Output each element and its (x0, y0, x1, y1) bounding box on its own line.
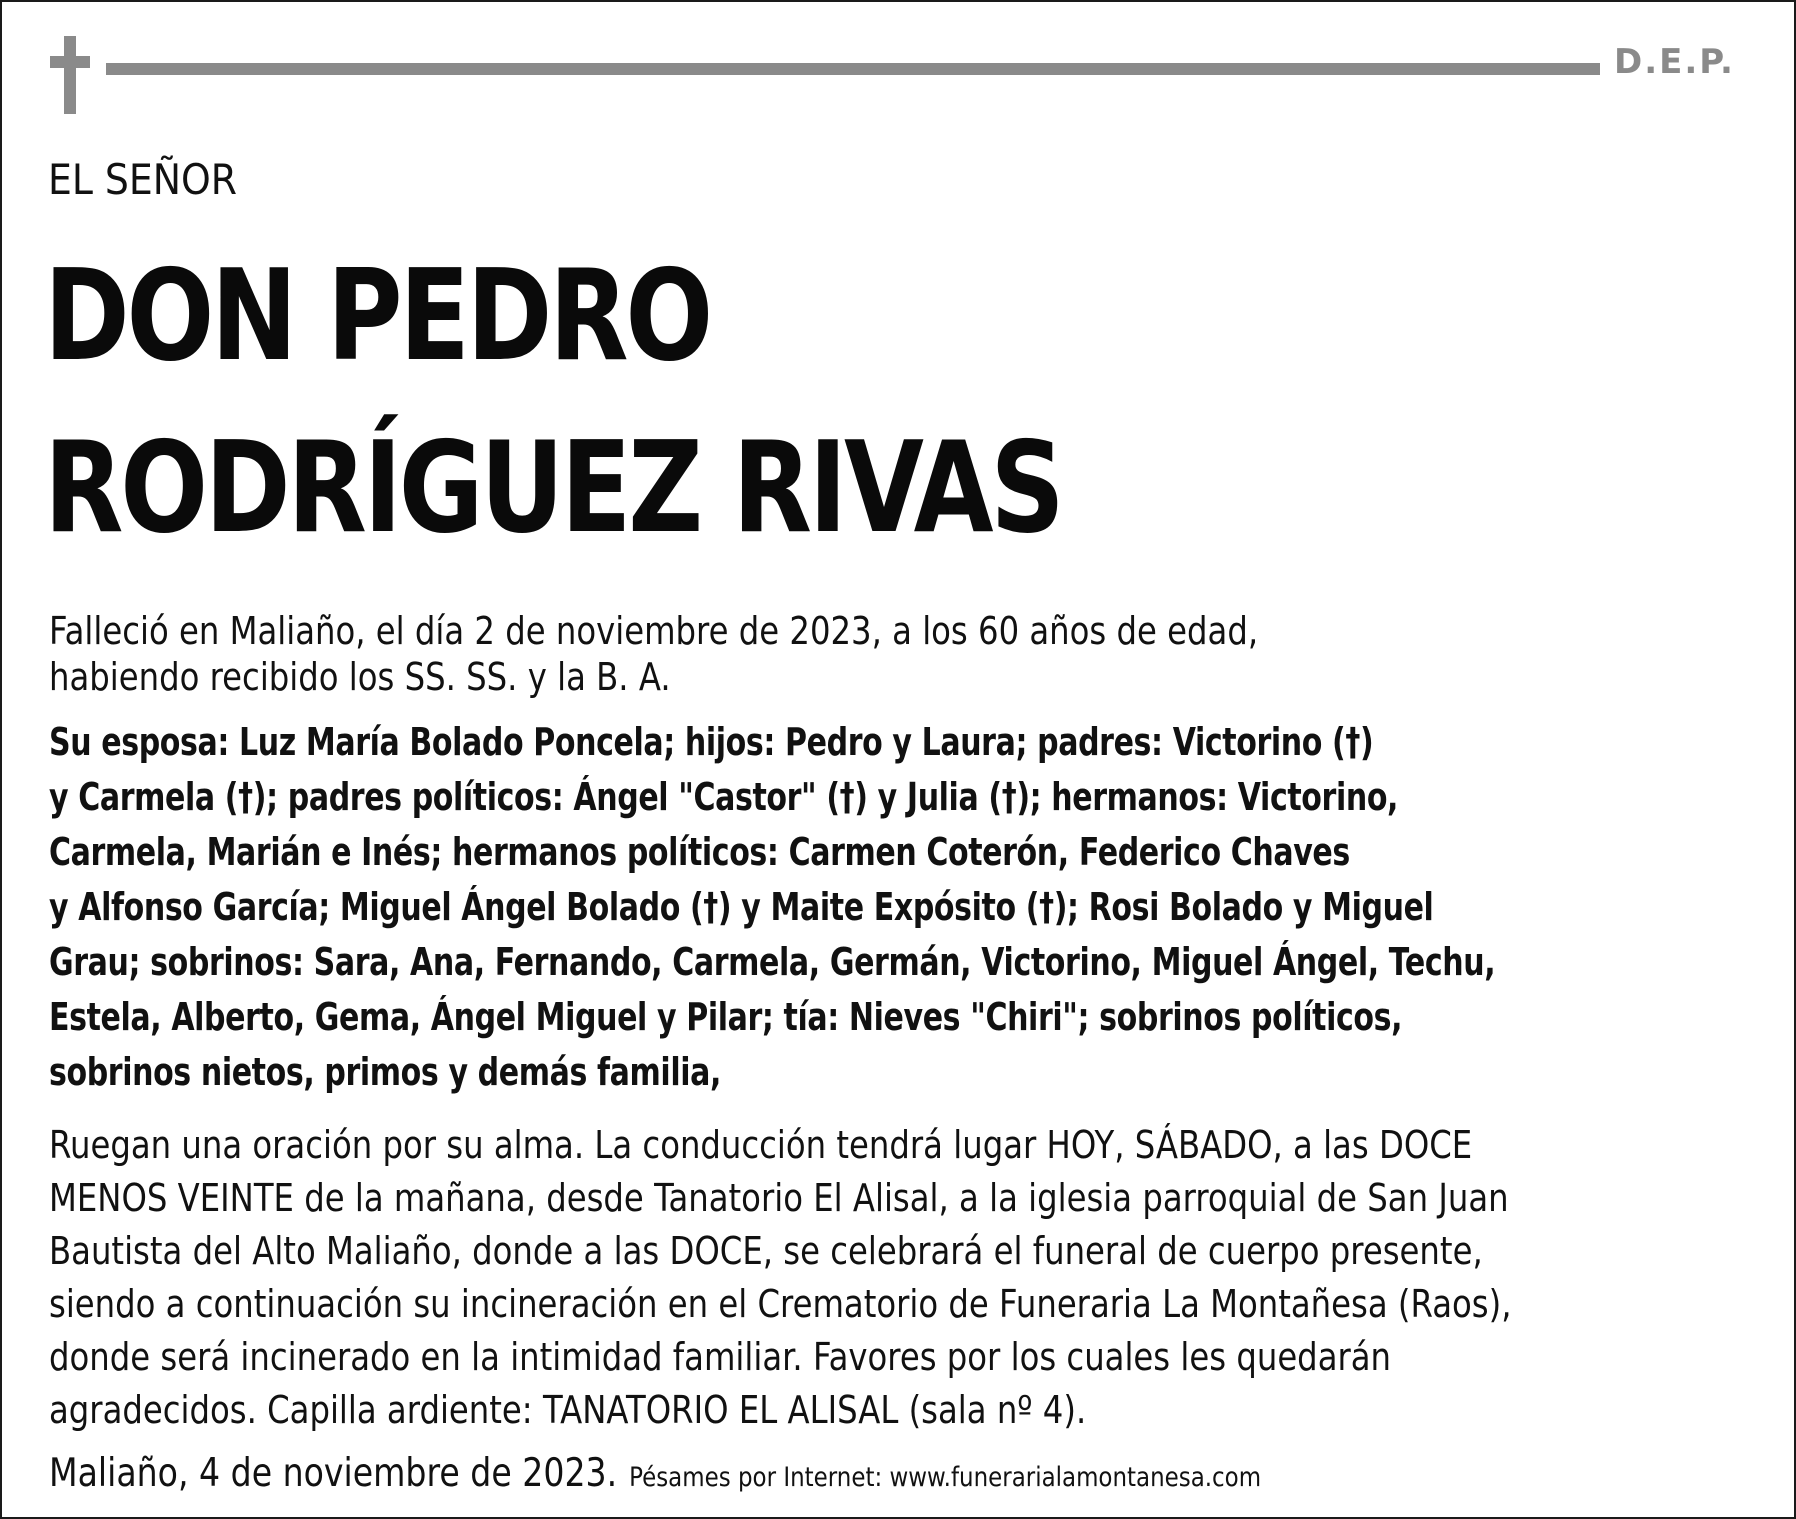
header-rule (106, 63, 1600, 75)
text-line: Estela, Alberto, Gema, Ángel Miguel y Pilar; tía: Nieves "Chiri"; sobrinos políticos, (49, 995, 1403, 1039)
cross-vertical-bar (64, 36, 76, 114)
text-line: Su esposa: Luz María Bolado Poncela; hijos: Pedro y Laura; padres: Victorino (†) (49, 720, 1374, 764)
text-line: MENOS VEINTE de la mañana, desde Tanatorio El Alisal, a la iglesia parroquial de San Juan (49, 1176, 1509, 1220)
dep-label: D.E.P. (1614, 42, 1735, 82)
honorific: EL SEÑOR (48, 155, 238, 204)
footer (49, 1449, 1261, 1503)
cross-horizontal-bar (50, 56, 90, 68)
text-line: Falleció en Maliaño, el día 2 de noviembre de 2023, a los 60 años de edad, (49, 609, 1259, 653)
text-line: Bautista del Alto Maliaño, donde a las DOCE, se celebrará el funeral de cuerpo presente, (49, 1229, 1483, 1273)
text-line: Grau; sobrinos: Sara, Ana, Fernando, Carmela, Germán, Victorino, Miguel Ángel, Techu, (49, 940, 1496, 984)
deceased-name-line-1: DON PEDRO (44, 242, 710, 389)
text-line: siendo a continuación su incineración en el Crematorio de Funeraria La Montañesa (Raos), (49, 1282, 1512, 1326)
text-line: agradecidos. Capilla ardiente: TANATORIO EL ALISAL (sala nº 4). (49, 1388, 1087, 1432)
text-line: Ruegan una oración por su alma. La conducción tendrá lugar HOY, SÁBADO, a las DOCE (49, 1123, 1473, 1167)
death-announcement (49, 608, 1749, 700)
text-line: sobrinos nietos, primos y demás familia, (49, 1050, 721, 1094)
latin-cross-icon (50, 36, 90, 114)
text-line: y Carmela (†); padres políticos: Ángel "Castor" (†) y Julia (†); hermanos: Victorino, (49, 775, 1399, 819)
funeral-details (49, 1119, 1749, 1437)
place-and-date: Maliaño, 4 de noviembre de 2023. (49, 1451, 618, 1496)
text-line: Carmela, Marián e Inés; hermanos políticos: Carmen Coterón, Federico Chaves (49, 830, 1350, 874)
family-list (49, 715, 1749, 1100)
text-line: y Alfonso García; Miguel Ángel Bolado (†) y Maite Expósito (†); Rosi Bolado y Miguel (49, 885, 1434, 929)
condolences-website: Pésames por Internet: www.funerarialamontanesa.com (629, 1462, 1262, 1493)
text-line: donde será incinerado en la intimidad familiar. Favores por los cuales les quedarán (49, 1335, 1392, 1379)
deceased-name-line-2: RODRÍGUEZ RIVAS (44, 414, 1062, 561)
text-line: habiendo recibido los SS. SS. y la B. A. (49, 655, 671, 699)
